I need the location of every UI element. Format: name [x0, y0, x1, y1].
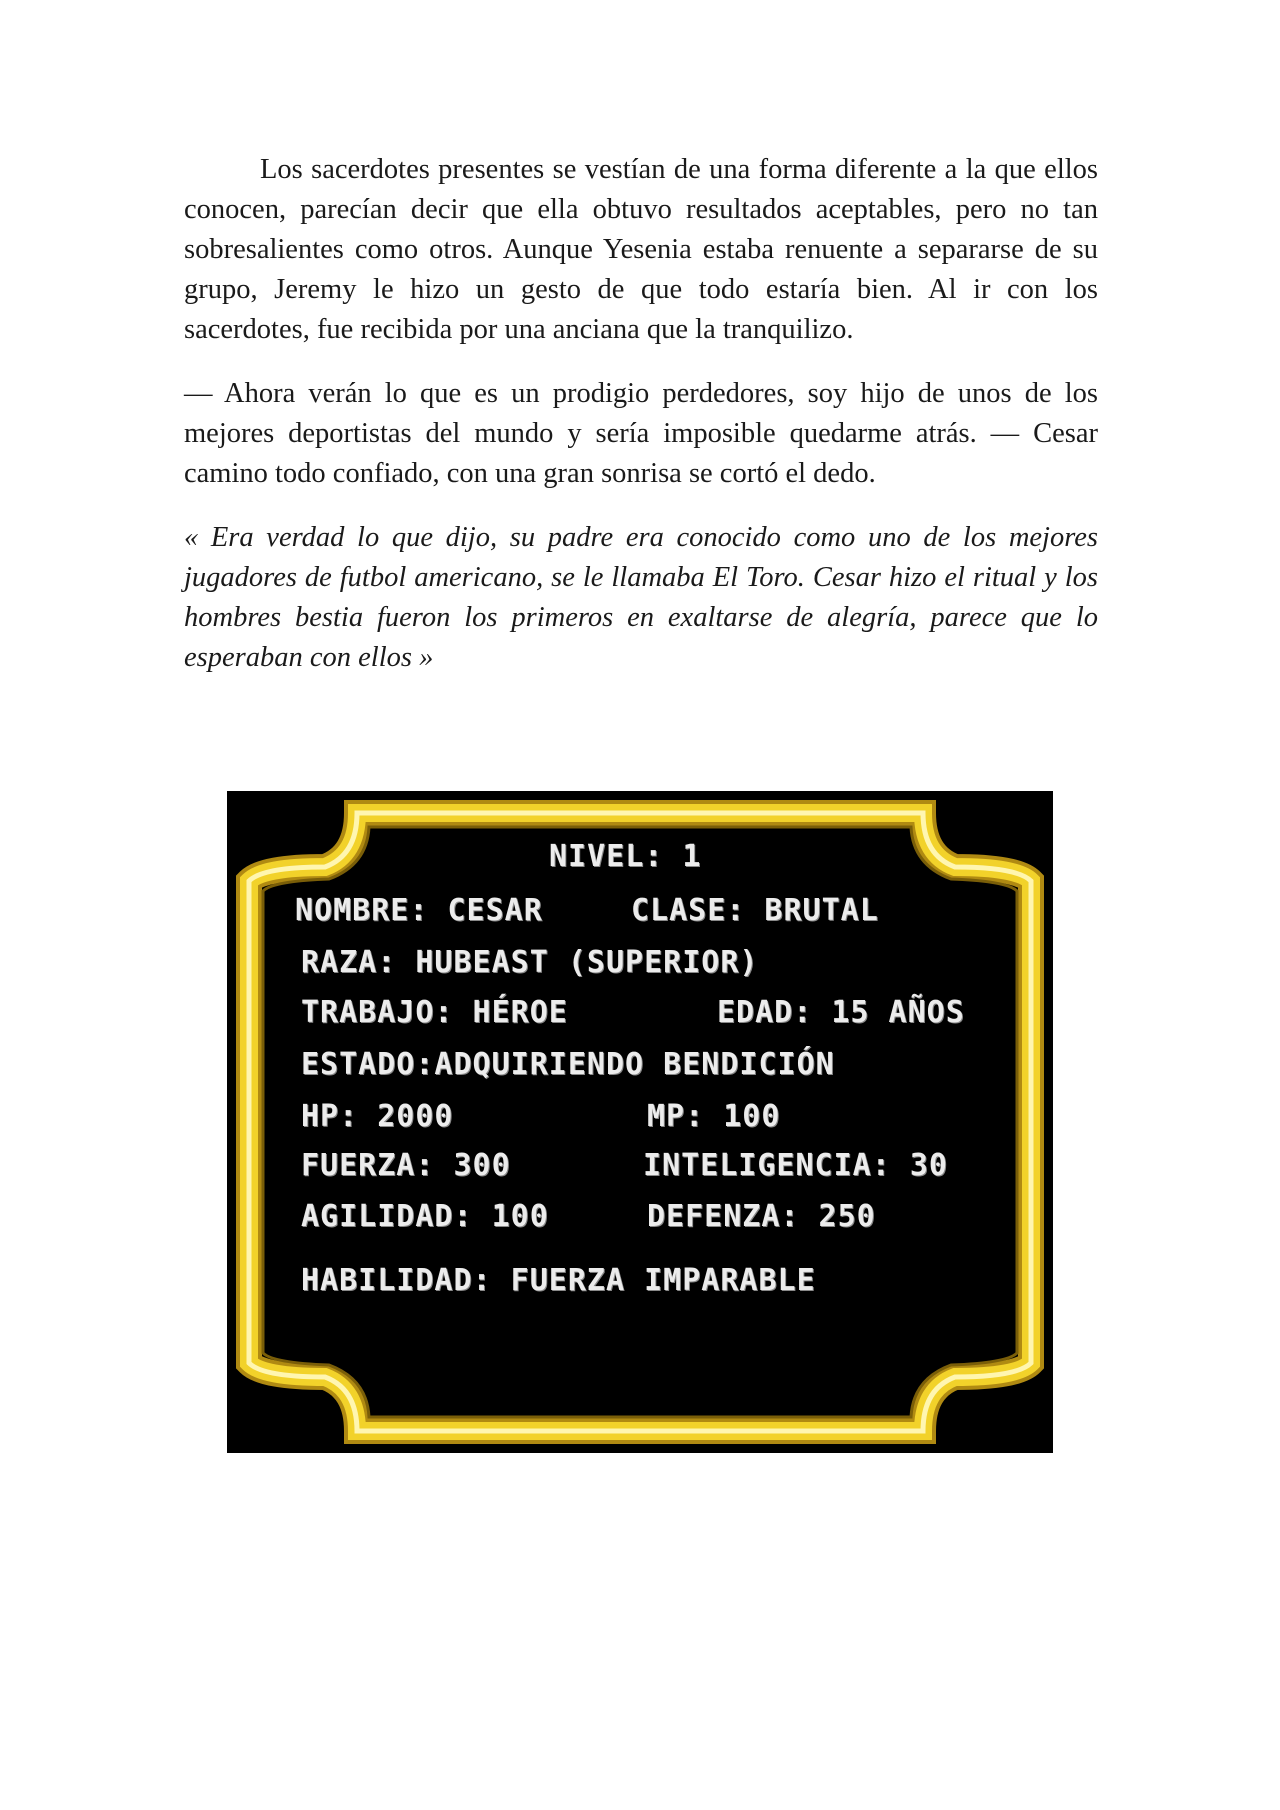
body-text: [184, 150, 1098, 702]
status-nombre: NOMBRE: CESAR: [295, 893, 543, 928]
status-habilidad: HABILIDAD: FUERZA IMPARABLE: [301, 1263, 816, 1298]
status-window: [227, 791, 1053, 1453]
status-defenza: DEFENZA: 250: [647, 1199, 876, 1234]
status-estado: ESTADO:ADQUIRIENDO BENDICIÓN: [301, 1047, 835, 1082]
status-content: [227, 791, 1053, 1453]
status-hp: HP: 2000: [301, 1099, 454, 1134]
status-mp: MP: 100: [647, 1099, 781, 1134]
status-agilidad: AGILIDAD: 100: [301, 1199, 549, 1234]
status-raza: RAZA: HUBEAST (SUPERIOR): [301, 945, 759, 980]
paragraph-dialogue: — Ahora verán lo que es un prodigio perdedores, soy hijo de unos de los mejores deportistas del mundo y sería imposible quedarme atrás. — Cesar camino todo confiado, con una gran sonrisa se cortó el dedo.: [184, 378, 1098, 489]
status-trabajo: TRABAJO: HÉROE: [301, 995, 568, 1030]
status-inteligencia: INTELIGENCIA: 30: [643, 1148, 948, 1183]
status-clase: CLASE: BRUTAL: [631, 893, 879, 928]
status-fuerza: FUERZA: 300: [301, 1148, 511, 1183]
paragraph-italic-narration: « Era verdad lo que dijo, su padre era conocido como uno de los mejores jugadores de futbol americano, se le llamaba El Toro. Cesar hizo el ritual y los hombres bestia fueron los primeros en exaltarse de alegría, parece que lo esperaban con ellos »: [184, 522, 1098, 673]
status-nivel: NIVEL: 1: [549, 839, 702, 874]
paragraph-narration: Los sacerdotes presentes se vestían de una forma diferente a la que ellos conocen, parecían decir que ella obtuvo resultados aceptables, pero no tan sobresalientes como otros. Aunque Yesenia estaba renuente a separarse de su grupo, Jeremy le hizo un gesto de que todo estaría bien. Al ir con los sacerdotes, fue recibida por una anciana que la tranquilizo.: [184, 154, 1098, 345]
status-edad: EDAD: 15 AÑOS: [717, 995, 965, 1030]
